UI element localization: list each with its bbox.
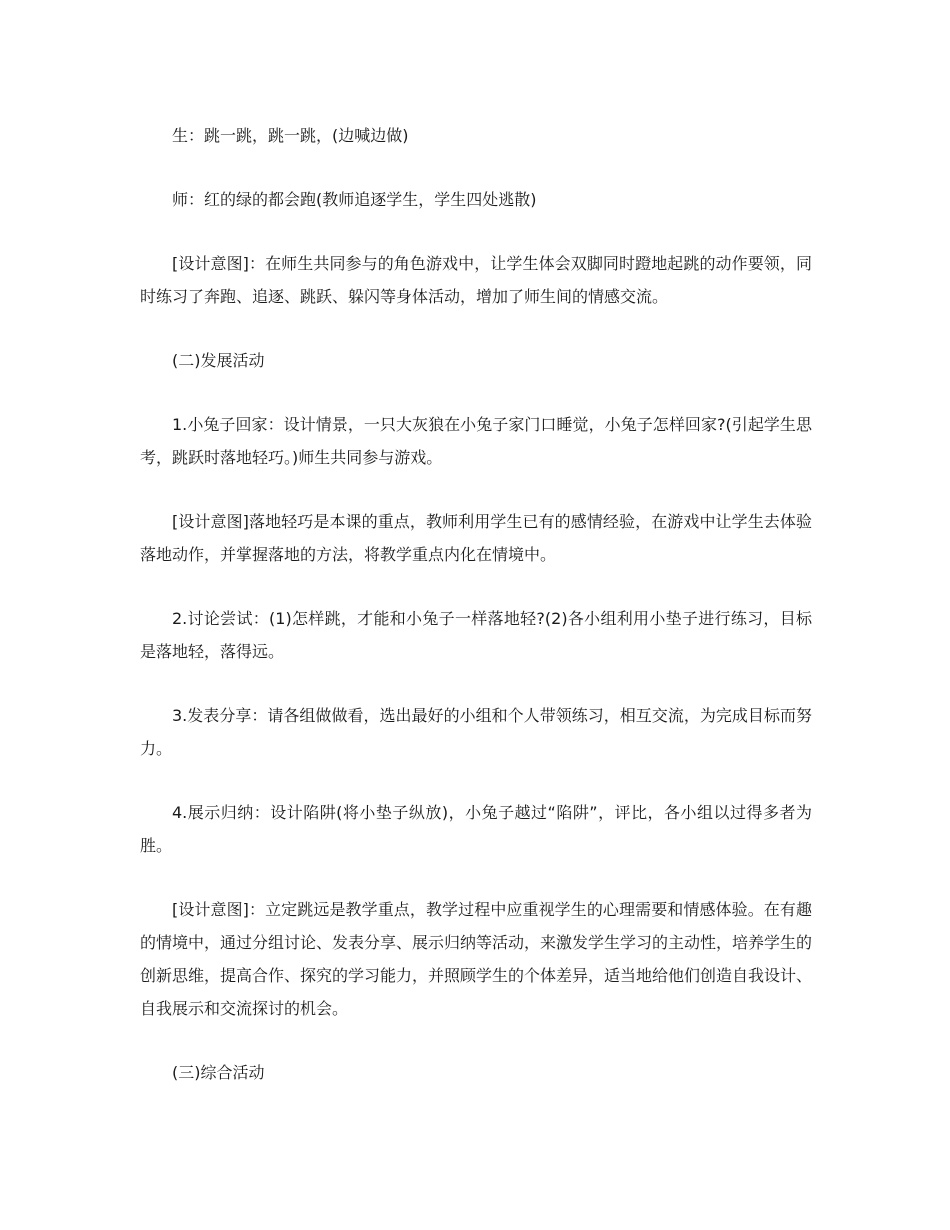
paragraph-design-intent-2: [设计意图]落地轻巧是本课的重点，教师利用学生已有的感情经验，在游戏中让学生去体验落地动作，并掌握落地的方法，将教学重点内化在情境中。 xyxy=(140,512,812,564)
section-heading-development: (二)发展活动 xyxy=(172,351,265,370)
section-heading-comprehensive: (三)综合活动 xyxy=(172,1063,265,1082)
paragraph-item-2: 2.讨论尝试：(1)怎样跳，才能和小兔子一样落地轻?(2)各小组利用小垫子进行练习，目标是落地轻，落得远。 xyxy=(140,609,812,661)
paragraph-item-3: 3.发表分享：请各组做做看，选出最好的小组和个人带领练习，相互交流，为完成目标而努力。 xyxy=(140,706,812,758)
paragraph-design-intent-3: [设计意图]：立定跳远是教学重点，教学过程中应重视学生的心理需要和情感体验。在有趣的情境中，通过分组讨论、发表分享、展示归纳等活动，来激发学生学习的主动性，培养学生的创新思维，提高合作、探究的学习能力，并照顾学生的个体差异，适当地给他们创造自我设计、自我展示和交流探讨的机会。 xyxy=(140,900,813,1018)
paragraph-design-intent-1: [设计意图]：在师生共同参与的角色游戏中，让学生体会双脚同时蹬地起跳的动作要领，同时练习了奔跑、追逐、跳跃、躲闪等身体活动，增加了师生间的情感交流。 xyxy=(140,254,812,306)
paragraph-item-4: 4.展示归纳：设计陷阱(将小垫子纵放)，小兔子越过“陷阱”，评比，各小组以过得多者为胜。 xyxy=(140,803,812,855)
paragraph-student-line: 生：跳一跳，跳一跳，(边喊边做) xyxy=(172,126,409,145)
paragraph-item-1: 1.小兔子回家：设计情景，一只大灰狼在小兔子家门口睡觉，小兔子怎样回家?(引起学生思考，跳跃时落地轻巧。)师生共同参与游戏。 xyxy=(140,415,812,467)
paragraph-teacher-line: 师：红的绿的都会跑(教师追逐学生，学生四处逃散) xyxy=(172,190,537,209)
